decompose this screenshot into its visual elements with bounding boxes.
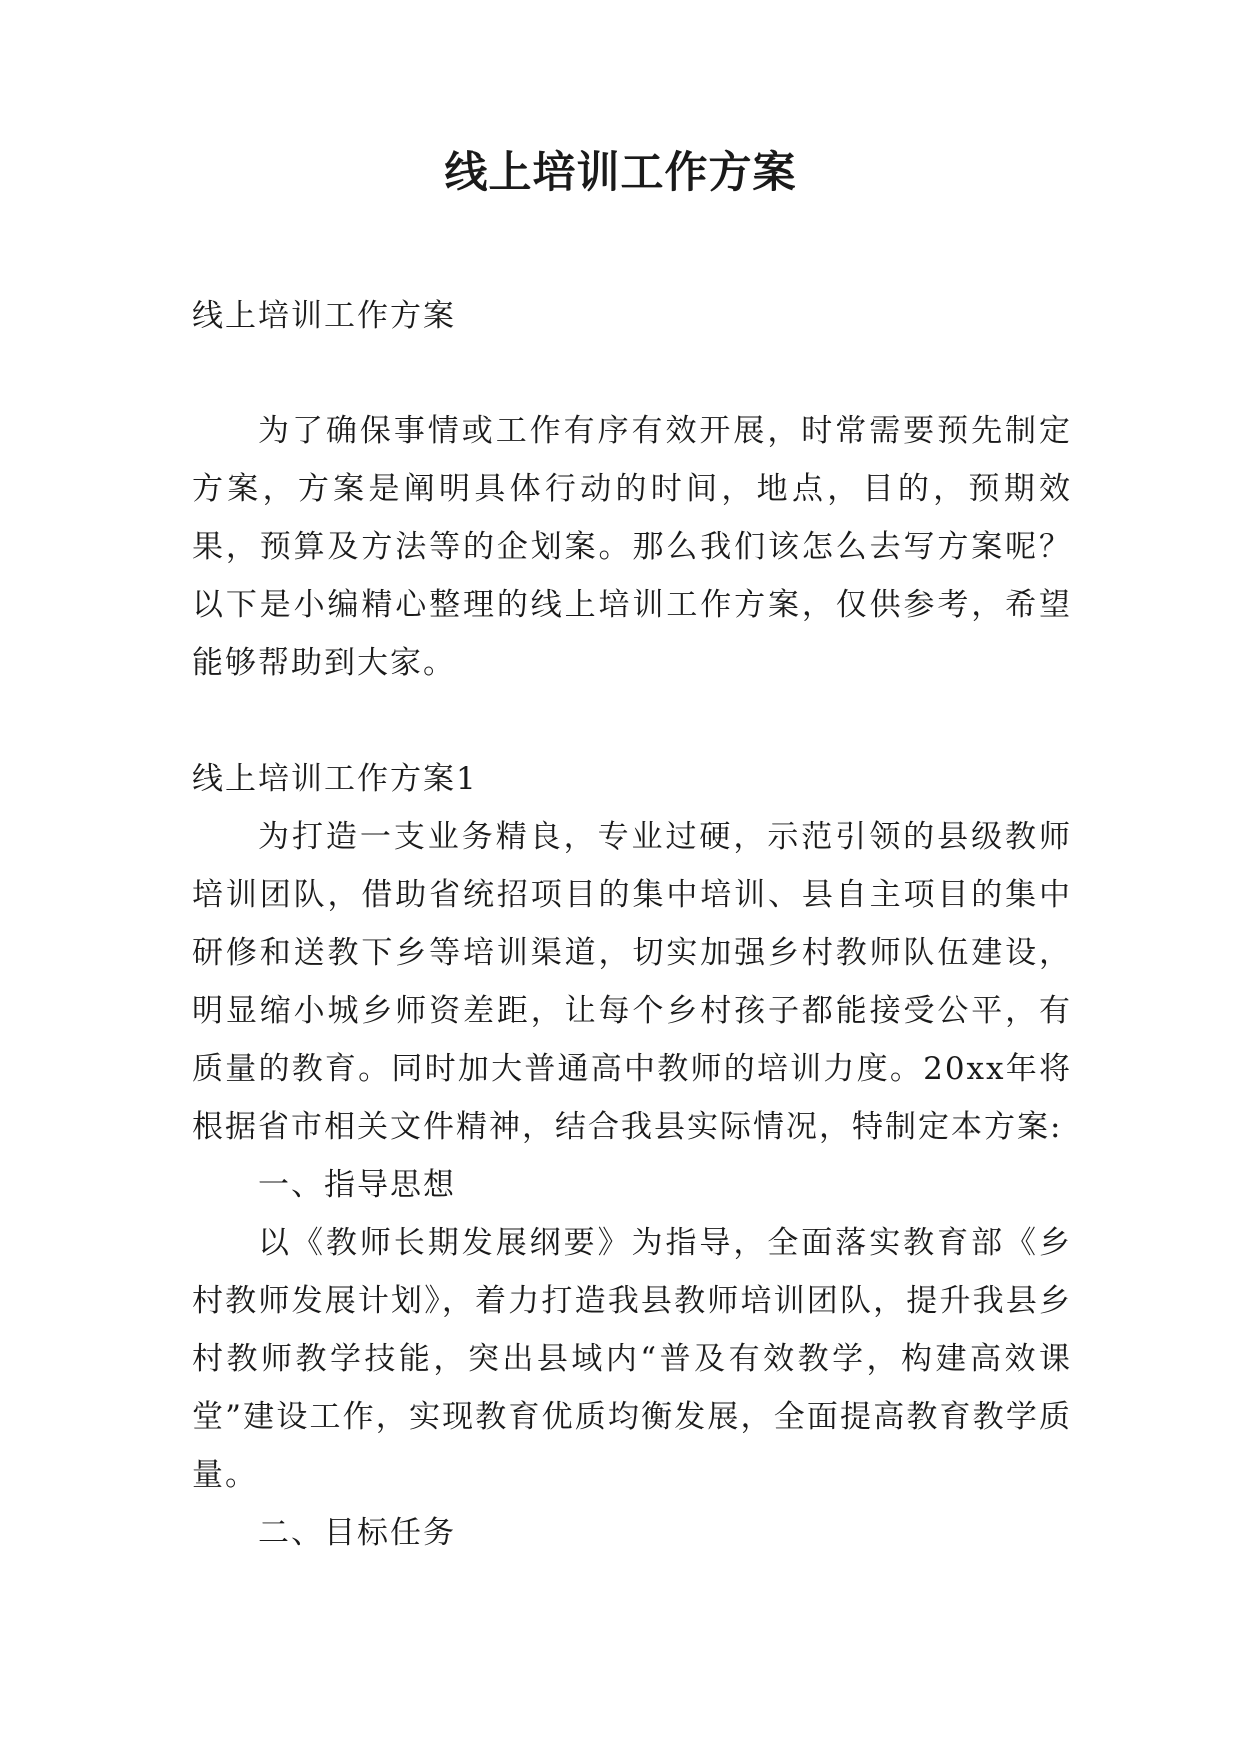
intro-paragraph: 为了确保事情或工作有序有效开展，时常需要预先制定方案，方案是阐明具体行动的时间，地点，目的，预期效果，预算及方法等的企划案。那么我们该怎么去写方案呢？以下是小编精心整理的线上培训工作方案，仅供参考，希望能够帮助到大家。 xyxy=(192,413,1072,681)
section-1-paragraph: 为打造一支业务精良，专业过硬，示范引领的县级教师培训团队，借助省统招项目的集中培训、县自主项目的集中研修和送教下乡等培训渠道，切实加强乡村教师队伍建设，明显缩小城乡师资差距，让每个乡村孩子都能接受公平，有质量的教育。同时加大普通高中教师的培训力度。20xx年将根据省市相关文件精神，结合我县实际情况，特制定本方案: xyxy=(192,819,1072,1145)
section-title-1: 线上培训工作方案1 xyxy=(192,761,478,797)
document-subtitle: 线上培训工作方案 xyxy=(192,298,456,334)
document-title: 线上培训工作方案 xyxy=(444,148,797,198)
guiding-ideology-paragraph: 以《教师长期发展纲要》为指导，全面落实教育部《乡村教师发展计划》，着力打造我县教师培训团队，提升我县乡村教师教学技能，突出县域内“普及有效教学，构建高效课堂”建设工作，实现教育优质均衡发展，全面提高教育教学质量。 xyxy=(192,1225,1072,1493)
heading-goals-tasks: 二、目标任务 xyxy=(258,1515,456,1551)
heading-guiding-ideology: 一、指导思想 xyxy=(258,1167,456,1203)
